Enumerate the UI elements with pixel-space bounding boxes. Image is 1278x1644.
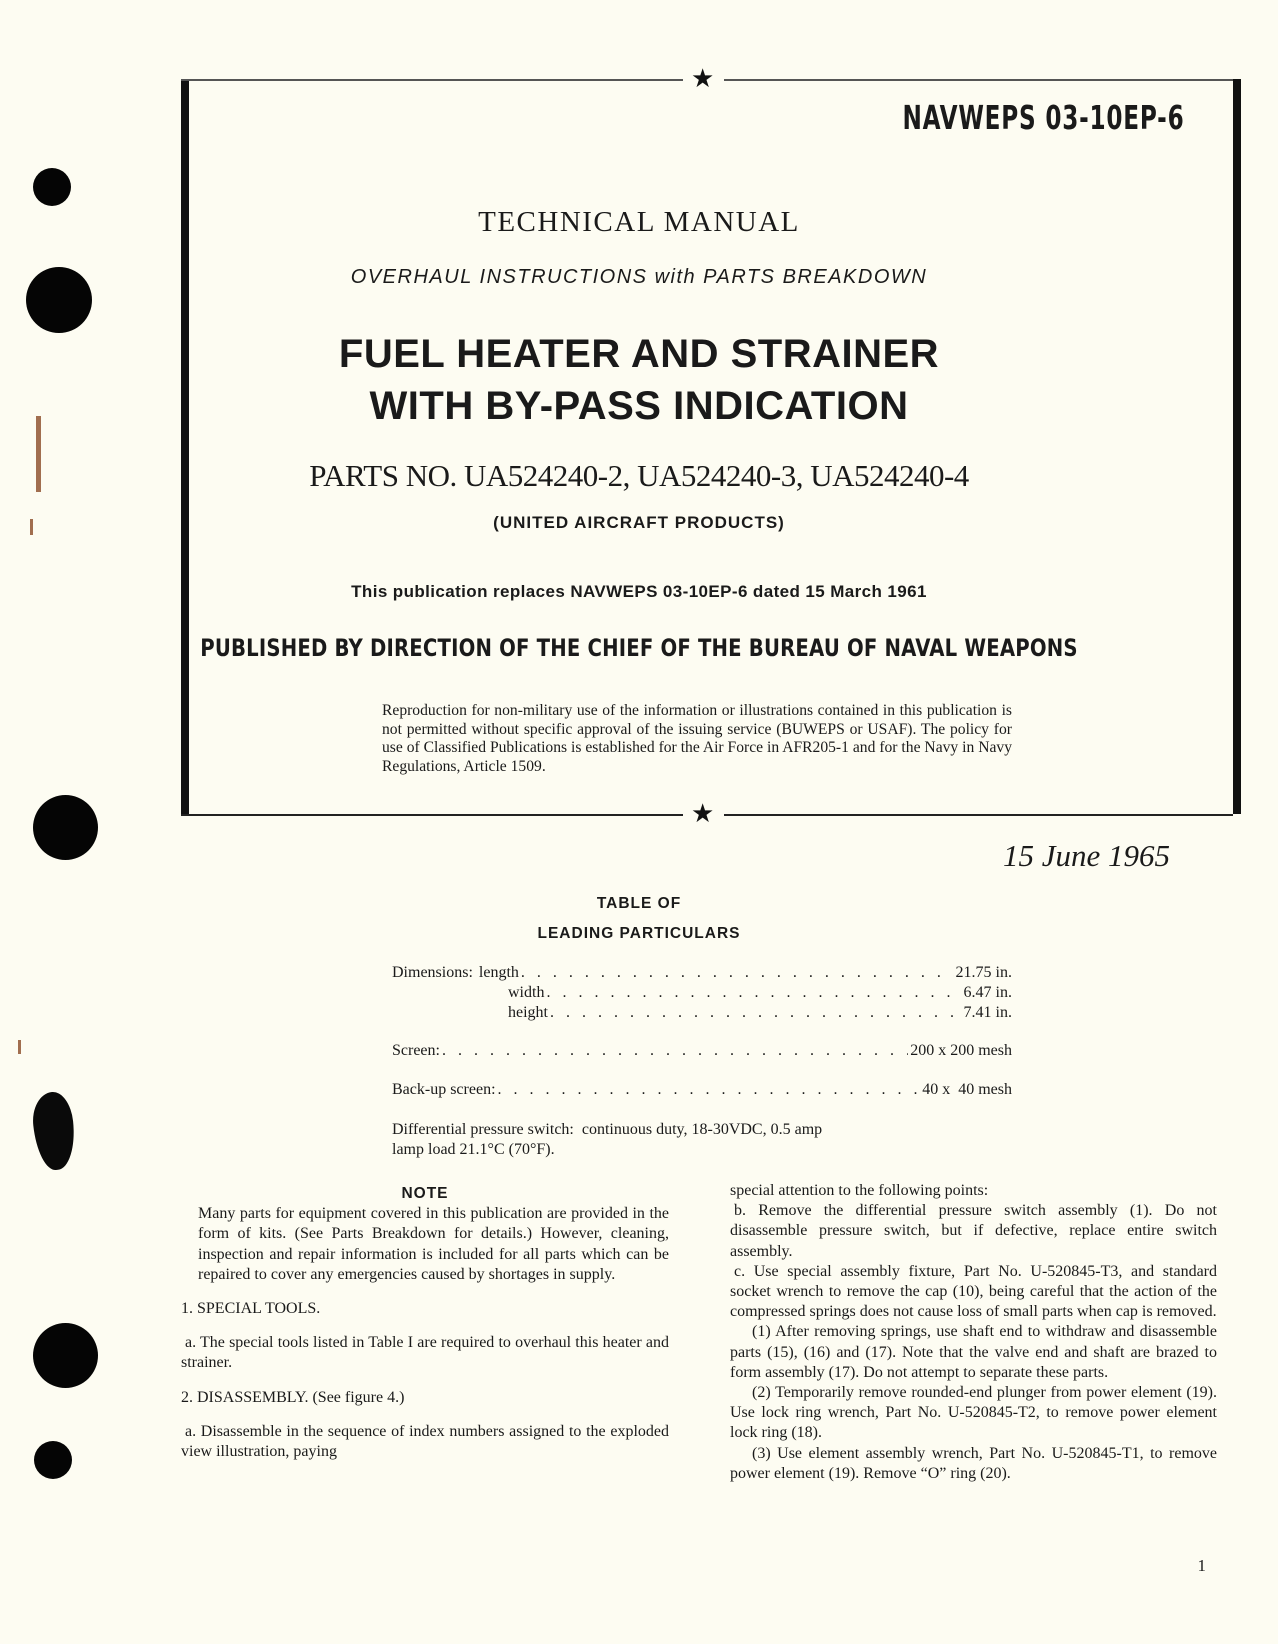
section-2-a: a. Disassemble in the sequence of index numbers assigned to the exploded view illustration, paying (181, 1422, 669, 1461)
leading-particulars-screen (392, 1041, 1012, 1061)
binder-hole-icon (33, 1323, 98, 1388)
dot-leader (521, 963, 954, 983)
reproduction-notice: Reproduction for non-military use of the information or illustrations contained in this publication is not permitted without specific approval of the issuing service (BUWEPS or USAF). The policy for use of Classified Publications is established for the Air Force in AFR205-1 and for the Navy in Navy Regulations, Article 1509. (382, 702, 1012, 775)
table-row (392, 1003, 1012, 1023)
row-value: 7.41 in. (963, 1004, 1012, 1021)
binder-hole-icon (33, 795, 98, 860)
section-1-a: a. The special tools listed in Table I are required to overhaul this heater and strainer. (181, 1334, 669, 1372)
dot-leader (442, 1041, 908, 1061)
section-2-c: c. Use special assembly fixture, Part No. U-520845-T3, and standard socket wrench to remove the cap (10), being careful that the action of the compressed springs does not cause loss of small parts when cap is removed. (730, 1262, 1217, 1321)
note-heading: NOTE (401, 1185, 449, 1202)
star-icon: ★ (691, 64, 715, 94)
dot-leader (550, 1003, 962, 1023)
section-2-c-3: (3) Use element assembly wrench, Part No. U-520845-T1, to remove power element (19). Remove “O” ring (20). (730, 1444, 1217, 1482)
published-by: PUBLISHED BY DIRECTION OF THE CHIEF OF THE BUREAU OF NAVAL WEAPONS (200, 634, 1078, 662)
row-sublabel: height (508, 1004, 548, 1021)
section-2-c-1: (1) After removing springs, use shaft end to withdraw and disassemble parts (15), (16) and (17). Note that the valve end and shaft are brazed to form assembly (17). Do not attempt to separate these parts. (730, 1323, 1217, 1381)
frame-bottom-rule (181, 814, 683, 816)
left-column (181, 1184, 669, 1462)
table-heading-1: TABLE OF (596, 895, 682, 912)
ink-blot (30, 1090, 78, 1172)
row-sublabel: width (508, 984, 545, 1001)
frame-top-rule (181, 79, 683, 81)
table-row (392, 1080, 1012, 1100)
title-line-2: WITH BY-PASS INDICATION (369, 384, 909, 428)
section-2-a-continued: special attention to the following points: (730, 1182, 989, 1199)
stain-mark (18, 1040, 21, 1054)
star-icon: ★ (691, 799, 715, 829)
right-column (730, 1181, 1217, 1484)
table-row (392, 1041, 1012, 1061)
leading-particulars-dimensions (392, 963, 1012, 1023)
replaces-notice: This publication replaces NAVWEPS 03-10EP-6 dated 15 March 1961 (351, 582, 927, 601)
parts-numbers: PARTS NO. UA524240-2, UA524240-3, UA524240-4 (309, 458, 969, 493)
row-value: 40 x 40 mesh (922, 1081, 1012, 1098)
binder-hole-icon (33, 168, 71, 206)
section-2-heading: 2. DISASSEMBLY. (See figure 4.) (181, 1388, 405, 1406)
row-value: 200 x 200 mesh (910, 1042, 1012, 1059)
row-label: Back-up screen: (392, 1081, 496, 1098)
section-2-c-2: (2) Temporarily remove rounded-end plunger from power element (19). Use lock ring wrench, Part No. U-520845-T2, to remove power element lock ring (18). (730, 1384, 1217, 1442)
section-2-b: b. Remove the differential pressure switch assembly (1). Do not disassemble pressure switch, but if defective, replace entire switch assembly. (730, 1202, 1217, 1260)
row-sublabel: length (478, 964, 519, 981)
table-row (392, 983, 1012, 1003)
frame-top-rule (724, 79, 1233, 81)
table-heading-2: LEADING PARTICULARS (537, 925, 741, 942)
row-value: 21.75 in. (955, 964, 1012, 981)
page-number: 1 (1197, 1556, 1206, 1575)
document-number: NAVWEPS 03-10EP-6 (902, 98, 1184, 137)
title-line-1: FUEL HEATER AND STRAINER (338, 332, 940, 376)
dot-leader (498, 1080, 921, 1100)
pressure-switch-line-2: lamp load 21.1°C (70°F). (392, 1141, 555, 1158)
row-value: 6.47 in. (963, 984, 1012, 1001)
binder-hole-icon (34, 1441, 72, 1479)
manufacturer: (UNITED AIRCRAFT PRODUCTS) (493, 513, 785, 532)
dot-leader (546, 983, 961, 1003)
publication-date: 15 June 1965 (1002, 838, 1170, 873)
leading-particulars-backup-screen (392, 1080, 1012, 1100)
frame-bottom-rule (724, 814, 1233, 816)
row-label: Dimensions: (392, 964, 473, 981)
note-text: Many parts for equipment covered in this publication are provided in the form of kits. (See Parts Breakdown for details.) However, cleaning, inspection and repair information is included for all parts which can be repaired to cover any emergencies caused by shortages in supply. (198, 1205, 669, 1283)
row-label: Screen: (392, 1042, 440, 1059)
leading-particulars-pressure-switch (392, 1120, 1012, 1160)
pressure-switch-line-1: Differential pressure switch: continuous duty, 18-30VDC, 0.5 amp (392, 1121, 823, 1138)
manual-type: TECHNICAL MANUAL (478, 206, 800, 238)
table-row (392, 963, 1012, 983)
manual-subtitle: OVERHAUL INSTRUCTIONS with PARTS BREAKDOWN (350, 266, 928, 288)
section-1-heading: 1. SPECIAL TOOLS. (181, 1300, 321, 1318)
